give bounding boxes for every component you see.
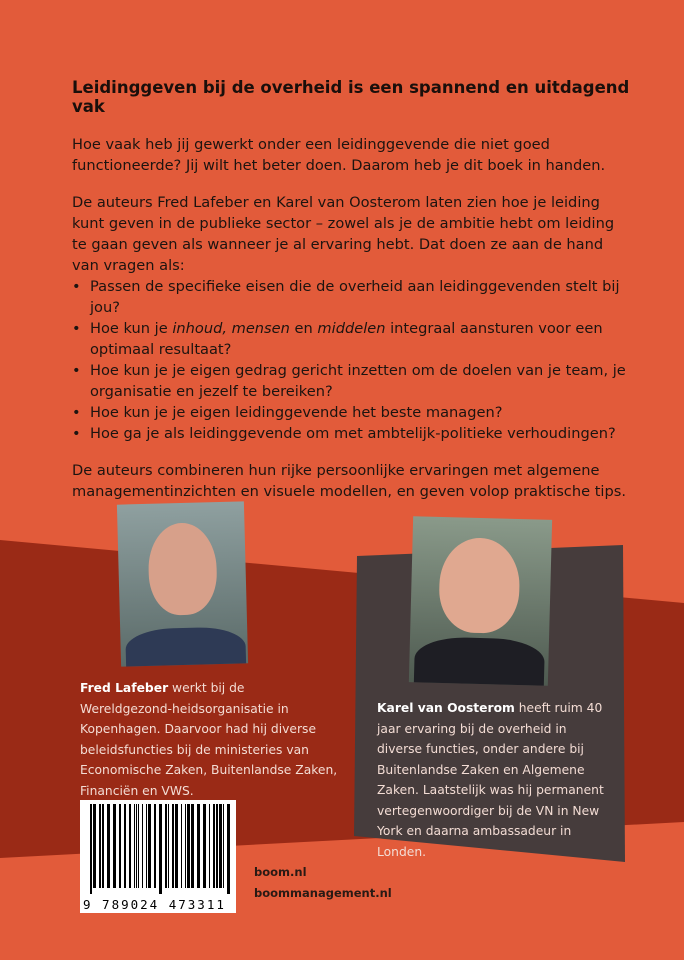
barcode-bar <box>146 804 147 888</box>
barcode-bars <box>90 804 230 894</box>
barcode-bar <box>134 804 135 888</box>
list-item: • Hoe kun je je eigen gedrag gericht inzetten om de doelen van je team, je organisatie en jezelf te bereiken? <box>72 360 632 402</box>
publisher-urls <box>254 862 392 904</box>
question-list <box>72 276 632 444</box>
author-bio-fred: Fred Lafeber werkt bij de Wereldgezond-heidsorganisatie in Kopenhagen. Daarvoor had hij diverse beleidsfuncties bij de ministeries van Economische Zaken, Buitenlandse Zaken, Financiën en VWS. <box>80 681 338 798</box>
barcode-bar <box>142 804 143 888</box>
paragraph: De auteurs Fred Lafeber en Karel van Oosterom laten zien hoe je leiding kunt geven in de publieke sector – zowel als je de ambitie hebt om leiding te gaan geven als wanneer je al ervaring hebt. Dat doen ze aan de hand van vragen als: <box>72 194 615 274</box>
barcode-bar <box>209 804 210 888</box>
isbn-barcode <box>80 800 236 913</box>
list-item: • Hoe kun je inhoud, mensen en middelen integraal aansturen voor een optimaal resultaat? <box>72 318 632 360</box>
author-photo-fred <box>117 501 248 666</box>
barcode-bar <box>138 804 139 888</box>
url-boommanagement: boommanagement.nl <box>254 886 392 900</box>
barcode-bar <box>93 804 96 888</box>
author-photo-karel <box>409 516 552 686</box>
barcode-bar <box>223 804 224 888</box>
barcode-bar <box>99 804 101 888</box>
barcode-bar <box>175 804 178 888</box>
url-boom: boom.nl <box>254 865 307 879</box>
list-item: • Hoe ga je als leidinggevende om met ambtelijk-politieke verhoudingen? <box>72 423 632 444</box>
barcode-bar <box>136 804 137 888</box>
isbn-number: 9 789024 473311 <box>83 897 226 912</box>
barcode-bar <box>213 804 215 888</box>
barcode-bar <box>227 804 230 894</box>
barcode-bar <box>168 804 169 888</box>
list-item: • Hoe kun je je eigen leidinggevende het beste managen? <box>72 402 632 423</box>
barcode-bar <box>165 804 167 888</box>
author-bio-karel: Karel van Oosterom heeft ruim 40 jaar ervaring bij de overheid in diverse functies, onder andere bij Buitenlandse Zaken en Algemene Zaken. Laatstelijk was hij permanent vertegenwoordiger bij de VN in New York en daarna ambassadeur in Londen. <box>377 701 604 859</box>
heading: Leidinggeven bij de overheid is een spannend en uitdagend vak <box>72 78 630 116</box>
barcode-bar <box>185 804 186 888</box>
barcode-bar <box>216 804 218 888</box>
barcode-bar <box>129 804 131 888</box>
barcode-bar <box>148 804 151 888</box>
barcode-bar <box>154 804 156 888</box>
barcode-bar <box>191 804 194 888</box>
barcode-bar <box>113 804 116 888</box>
list-item: • Passen de specifieke eisen die de overheid aan leidinggevenden stelt bij jou? <box>72 276 632 318</box>
closing: De auteurs combineren hun rijke persoonlijke ervaringen met algemene managementinzichten en visuele modellen, en geven volop praktische tips. <box>72 462 626 500</box>
barcode-bar <box>181 804 182 888</box>
barcode-bar <box>119 804 121 888</box>
barcode-bar <box>219 804 222 888</box>
barcode-bar <box>203 804 206 888</box>
barcode-bar <box>107 804 110 888</box>
blurb <box>72 78 632 502</box>
barcode-bar <box>187 804 190 888</box>
barcode-bar <box>197 804 200 888</box>
barcode-bar <box>102 804 104 888</box>
barcode-bar <box>124 804 126 888</box>
barcode-bar <box>90 804 92 894</box>
barcode-bar <box>159 804 162 894</box>
barcode-bar <box>172 804 174 888</box>
intro: Hoe vaak heb jij gewerkt onder een leidinggevende die niet goed functioneerde? Jij wilt het beter doen. Daarom heb je dit boek in handen. <box>72 136 606 174</box>
